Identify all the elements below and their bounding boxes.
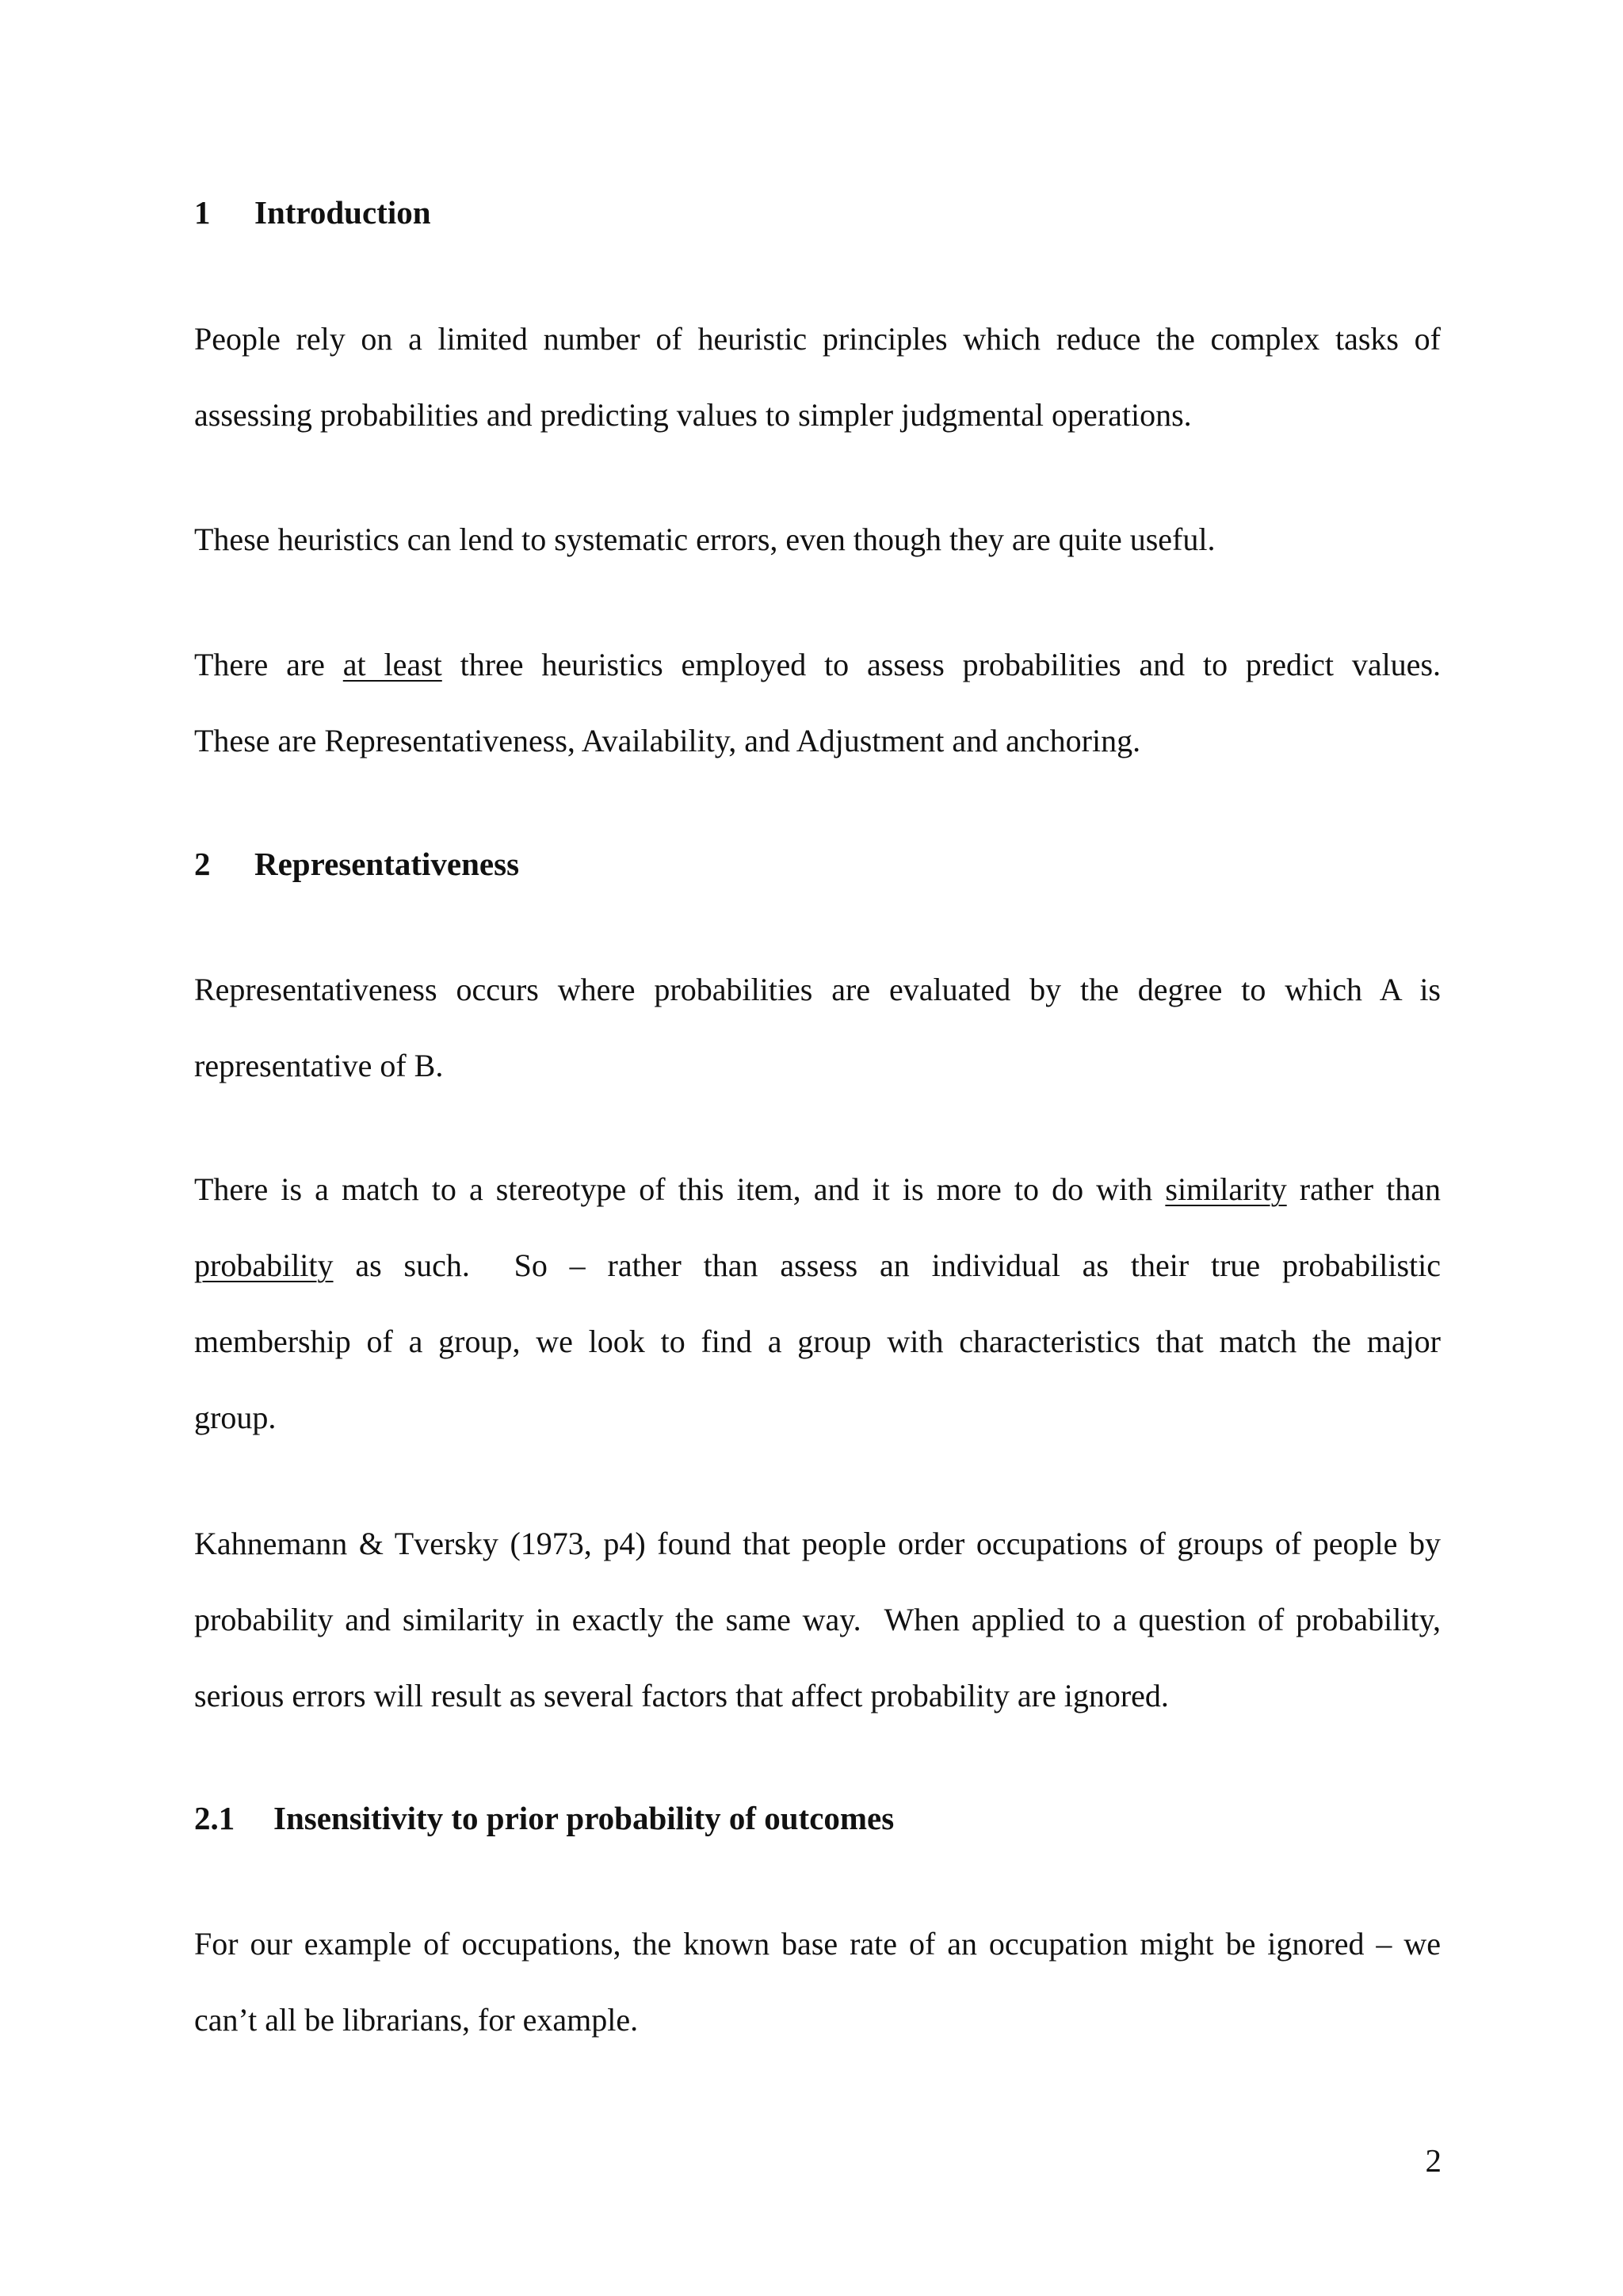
paragraph-systematic-errors: [194, 502, 1441, 578]
text-line: [194, 1228, 1441, 1304]
text-run: There is a match to a stereotype of this item, and it is more to do with: [194, 1171, 1166, 1207]
text-run: There are: [194, 647, 343, 682]
text-line: group.: [194, 1400, 277, 1435]
text-line: probability and similarity in exactly the same way. When applied to a question of probability,: [194, 1602, 1441, 1637]
section-heading-insensitivity: [194, 1799, 894, 1837]
text-line: serious errors will result as several factors that affect probability are ignored.: [194, 1678, 1169, 1713]
text-run: rather than: [1286, 1171, 1441, 1207]
underlined-text: similarity: [1165, 1171, 1287, 1207]
section-number: 1: [194, 194, 211, 231]
section-number: 2: [194, 846, 211, 882]
paragraph-kahnemann-tversky: [194, 1506, 1441, 1734]
paragraph-three-heuristics: [194, 627, 1441, 779]
text-line: Representativeness occurs where probabilities are evaluated by the degree to which A is: [194, 972, 1441, 1007]
paragraph-stereotype-match: [194, 1152, 1441, 1456]
text-line: can’t all be librarians, for example.: [194, 2002, 639, 2038]
section-heading-introduction: [194, 193, 431, 231]
text-line: These heuristics can lend to systematic errors, even though they are quite useful.: [194, 521, 1216, 557]
text-run: three heuristics employed to assess probabilities and to predict values.: [441, 647, 1442, 682]
underlined-text: probability: [194, 1247, 334, 1283]
text-line: [194, 627, 1441, 703]
text-line: People rely on a limited number of heuristic principles which reduce the complex tasks of: [194, 321, 1441, 357]
section-title: Introduction: [254, 194, 431, 231]
paragraph-occupations-example: [194, 1906, 1441, 2058]
section-title: Insensitivity to prior probability of outcomes: [273, 1800, 895, 1836]
text-line: Kahnemann & Tversky (1973, p4) found that people order occupations of groups of people by: [194, 1526, 1441, 1561]
text-line: These are Representativeness, Availability, and Adjustment and anchoring.: [194, 723, 1141, 758]
text-line: membership of a group, we look to find a group with characteristics that match the major: [194, 1324, 1441, 1359]
text-line: For our example of occupations, the known base rate of an occupation might be ignored – we: [194, 1926, 1441, 1962]
paragraph-representativeness-definition: [194, 952, 1441, 1104]
text-line: [194, 1152, 1441, 1228]
page-number: 2: [1425, 2142, 1442, 2179]
text-line: assessing probabilities and predicting values to simpler judgmental operations.: [194, 397, 1192, 433]
section-title: Representativeness: [254, 846, 520, 882]
section-number: 2.1: [194, 1800, 235, 1836]
text-run: as such. So – rather than assess an individual as their true probabilistic: [333, 1247, 1441, 1283]
paragraph-intro-heuristics: [194, 301, 1441, 453]
underlined-text: at least: [342, 647, 442, 682]
section-heading-representativeness: [194, 845, 519, 883]
text-line: representative of B.: [194, 1048, 444, 1083]
